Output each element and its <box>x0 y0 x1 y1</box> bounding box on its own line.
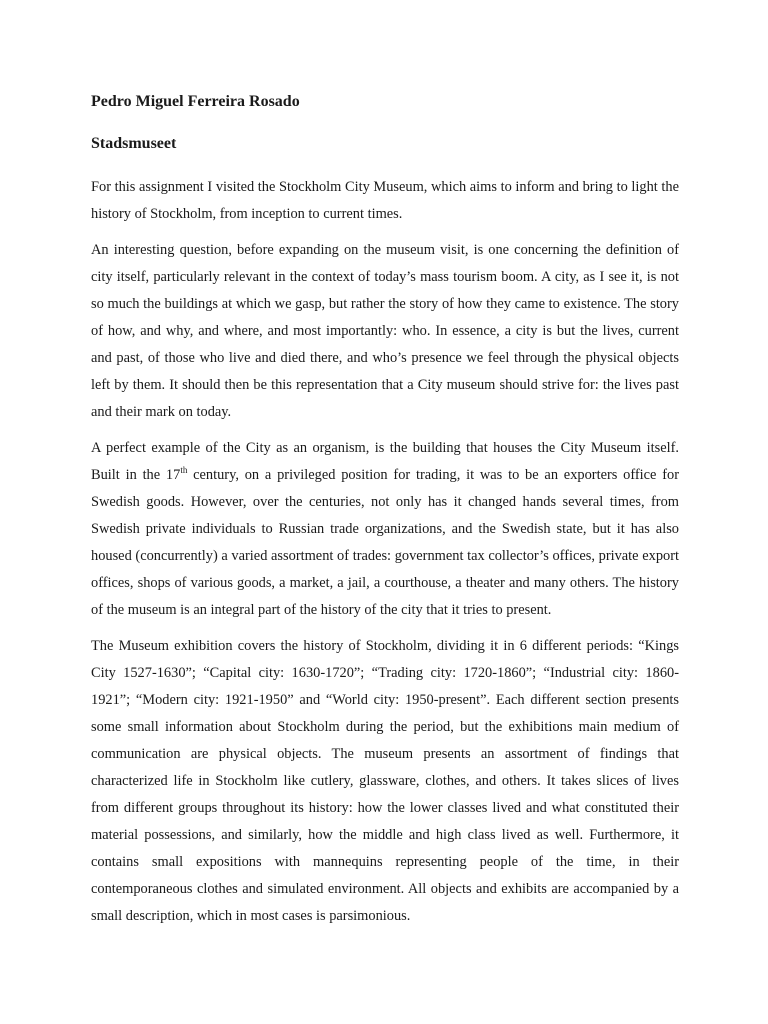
author-name: Pedro Miguel Ferreira Rosado <box>91 93 300 110</box>
paragraph-intro: For this assignment I visited the Stockholm City Museum, which aims to inform and bring to light the history of Stockholm, from inception to current times. <box>91 179 679 222</box>
paragraph-exhibition: The Museum exhibition covers the history of Stockholm, dividing it in 6 different periods: “Kings City 1527-1630”; “Capital city: 1630-1720”; “Trading city: 1720-1860”; “Industrial city: 1860-1921”; “Modern city: 1921-1950” and “World city: 1950-present”. Each different section presents some small information about Stockholm during the period, but the exhibitions main medium of communication are physical objects. The museum presents an assortment of findings that characterized life in Stockholm like cutlery, glassware, clothes, and others. It takes slices of lives from different groups throughout its history: how the lower classes lived and what constituted their material possessions, and similarly, how the middle and high class lived as well. Furthermore, it contains small expositions with mannequins representing people of the time, in their contemporaneous clothes and simulated environment. All objects and exhibits are accompanied by a small description, which in most cases is parsimonious. <box>91 638 679 924</box>
paragraph-museum-building <box>91 435 679 624</box>
ordinal-superscript: th <box>180 465 188 475</box>
document-page <box>91 92 679 930</box>
paragraph-text-segment: century, on a privileged position for trading, it was to be an exporters office for Swedish goods. However, over the centuries, not only has it changed hands several times, from Swedish private individuals to Russian trade organizations, and the Swedish state, but it has also housed (concurrently) a varied assortment of trades: government tax collector’s offices, private export offices, shops of various goods, a market, a jail, a courthouse, a theater and many others. The history of the museum is an integral part of the history of the city that it tries to present. <box>91 467 679 618</box>
document-title: Stadsmuseet <box>91 135 177 152</box>
paragraph-text-segment: A perfect example of the City as an organism, is the building that houses the City Museum itself. Built in the 17 <box>91 440 679 483</box>
paragraph-city-definition: An interesting question, before expanding on the museum visit, is one concerning the definition of city itself, particularly relevant in the context of today’s mass tourism boom. A city, as I see it, is not so much the buildings at which we gasp, but rather the story of how they came to existence. The story of how, and why, and where, and most importantly: who. In essence, a city is but the lives, current and past, of those who live and died there, and who’s presence we feel through the physical objects left by them. It should then be this representation that a City museum should strive for: the lives past and their mark on today. <box>91 242 679 420</box>
